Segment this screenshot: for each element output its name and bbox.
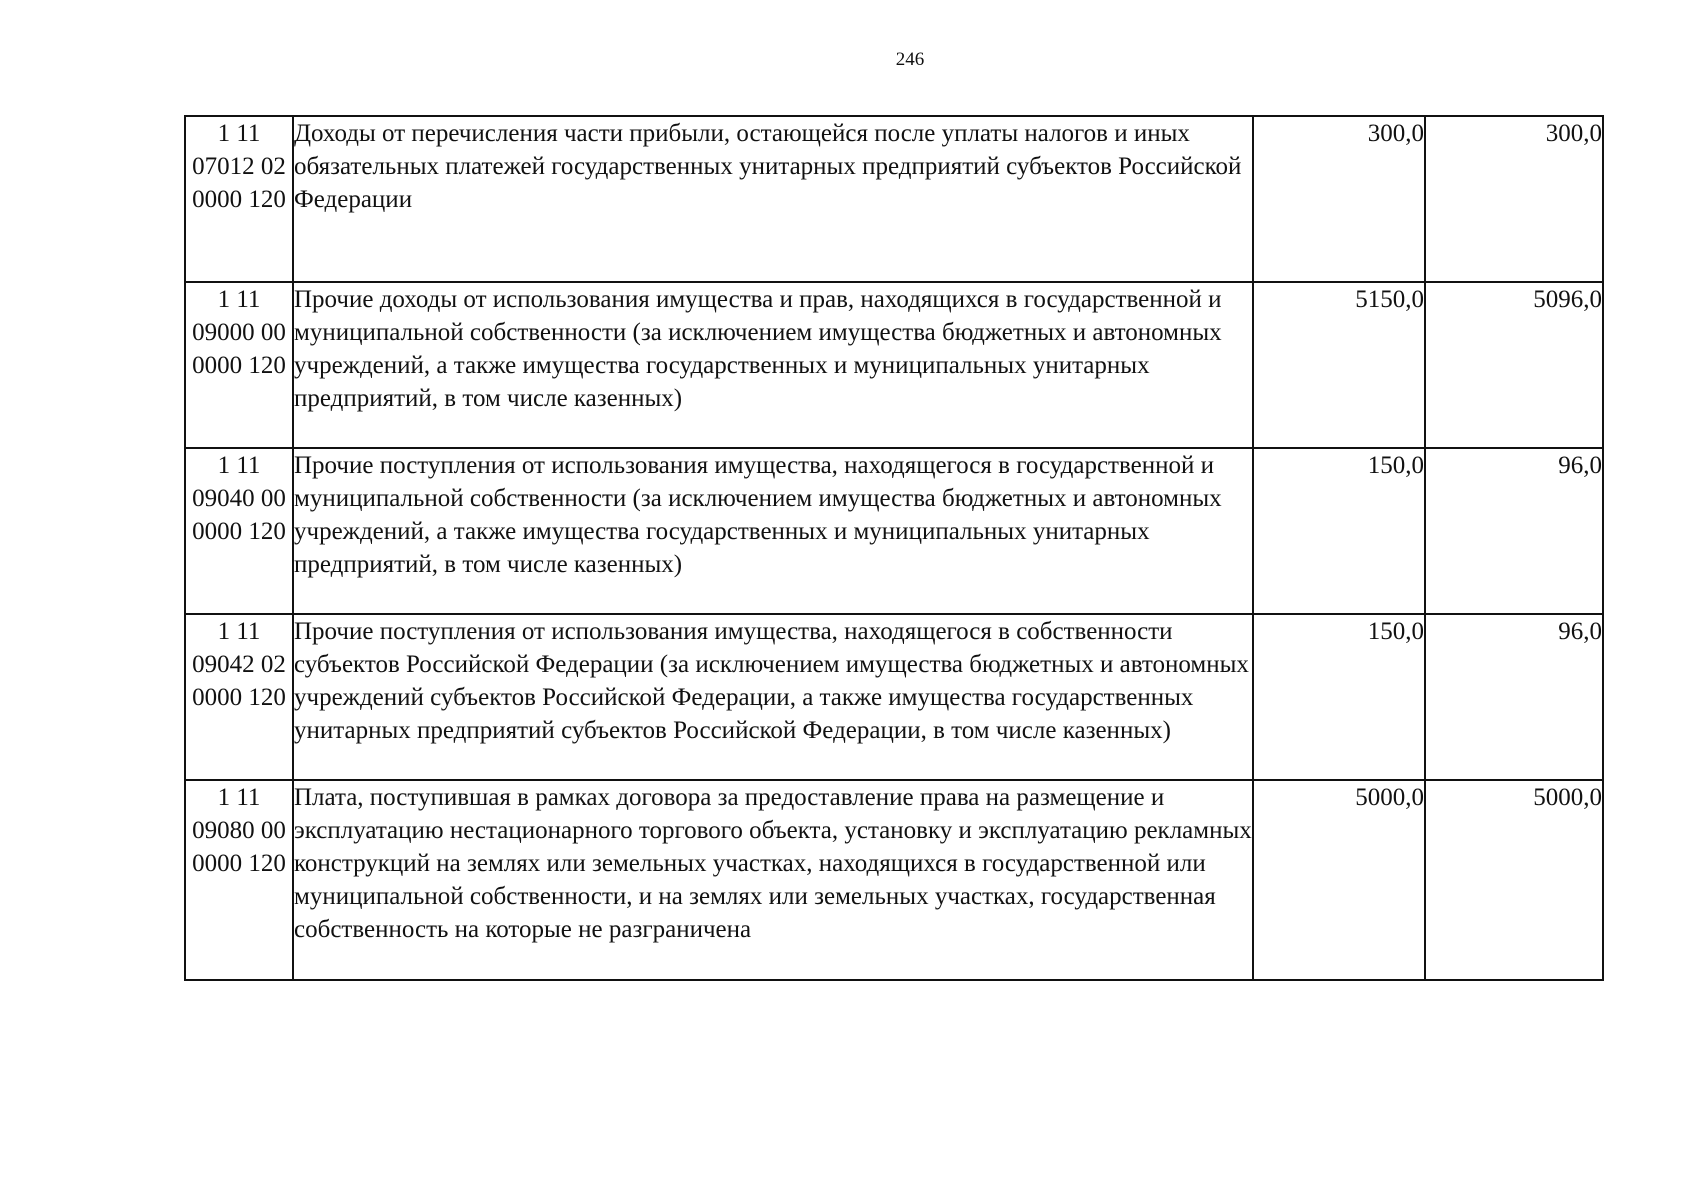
budget-code-cell [185, 116, 293, 282]
table-row [185, 780, 1603, 980]
amount-cell-2: 5096,0 [1425, 282, 1603, 448]
table-row [185, 116, 1603, 282]
budget-code-line: 1 11 [217, 784, 261, 811]
amount-cell-1: 150,0 [1253, 448, 1425, 614]
table-row [185, 282, 1603, 448]
budget-code-line: 0000 120 [192, 352, 286, 379]
amount-cell-2: 96,0 [1425, 448, 1603, 614]
page-number: 246 [895, 49, 925, 70]
amount-cell-1: 150,0 [1253, 614, 1425, 780]
budget-code-line: 1 11 [217, 452, 261, 479]
amount-cell-2: 96,0 [1425, 614, 1603, 780]
revenue-name-cell: Прочие поступления от использования имущества, находящегося в государственной и муниципальной собственности (за исключением имущества бюджетных и автономных учреждений, а также имущества государственных и муниципальных унитарных предприятий, в том числе казенных) [293, 448, 1253, 614]
budget-code-cell [185, 282, 293, 448]
budget-code-cell [185, 780, 293, 980]
revenue-name-cell: Доходы от перечисления части прибыли, остающейся после уплаты налогов и иных обязательных платежей государственных унитарных предприятий субъектов Российской Федерации [293, 116, 1253, 282]
budget-code-line: 09000 00 [192, 319, 286, 346]
budget-code-line: 0000 120 [192, 518, 286, 545]
budget-code-line: 09040 00 [192, 485, 286, 512]
budget-code-line: 09042 02 [192, 651, 286, 678]
revenue-name-cell: Прочие поступления от использования имущества, находящегося в собственности субъектов Российской Федерации (за исключением имущества бюджетных и автономных учреждений субъектов Российской Федерации, а также имущества государственных унитарных предприятий субъектов Российской Федерации, в том числе казенных) [293, 614, 1253, 780]
amount-cell-1: 300,0 [1253, 116, 1425, 282]
budget-revenue-table [184, 115, 1604, 981]
budget-code-line: 1 11 [217, 286, 261, 313]
revenue-name-cell: Плата, поступившая в рамках договора за предоставление права на размещение и эксплуатацию нестационарного торгового объекта, установку и эксплуатацию рекламных конструкций на землях или земельных участках, находящихся в государственной или муниципальной собственности, и на землях или земельных участках, государственная собственность на которые не разграничена [293, 780, 1253, 980]
amount-cell-1: 5150,0 [1253, 282, 1425, 448]
table-row [185, 448, 1603, 614]
revenue-name-cell: Прочие доходы от использования имущества и прав, находящихся в государственной и муниципальной собственности (за исключением имущества бюджетных и автономных учреждений, а также имущества государственных и муниципальных унитарных предприятий, в том числе казенных) [293, 282, 1253, 448]
budget-code-line: 0000 120 [192, 850, 286, 877]
budget-code-line: 0000 120 [192, 684, 286, 711]
budget-code-cell [185, 614, 293, 780]
budget-code-cell [185, 448, 293, 614]
budget-code-line: 0000 120 [192, 186, 286, 213]
amount-cell-1: 5000,0 [1253, 780, 1425, 980]
amount-cell-2: 300,0 [1425, 116, 1603, 282]
amount-cell-2: 5000,0 [1425, 780, 1603, 980]
budget-code-line: 1 11 [217, 618, 261, 645]
budget-code-line: 1 11 [217, 120, 261, 147]
budget-code-line: 09080 00 [192, 817, 286, 844]
table-row [185, 614, 1603, 780]
budget-code-line: 07012 02 [192, 153, 286, 180]
